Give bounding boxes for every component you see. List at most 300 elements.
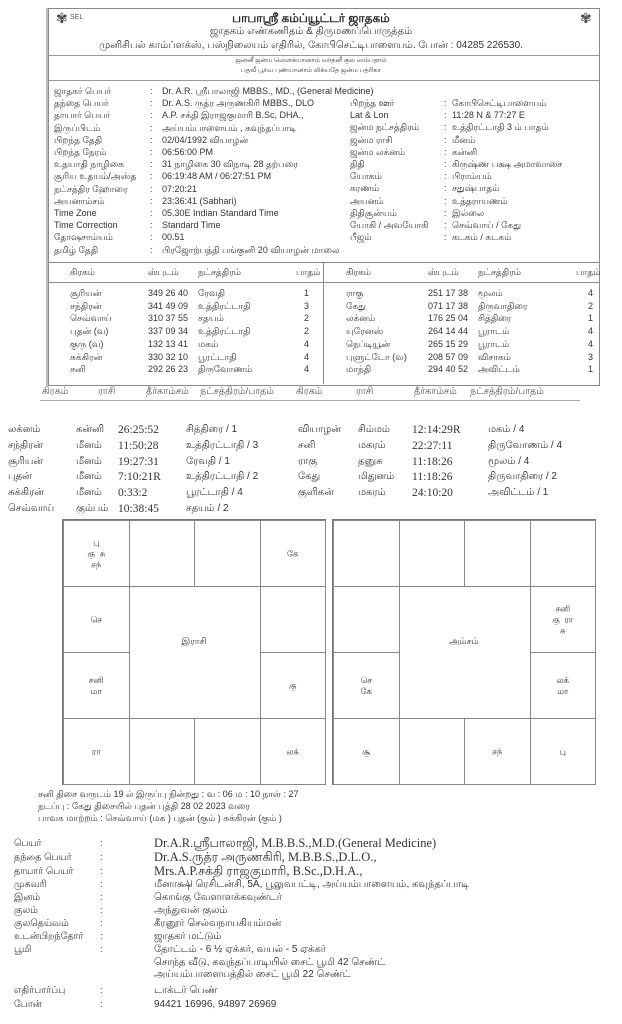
profile-colon: : — [100, 892, 103, 903]
detail-value: கோபிசெட்டிபாளையம் — [452, 98, 547, 108]
table-header-cell: ஸ்புடம் — [428, 267, 459, 277]
profile-colon: : — [100, 918, 103, 929]
longitude-cell: சித்திரை / 1 — [186, 424, 238, 435]
detail-colon: : — [150, 208, 153, 218]
table-cell: 330 32 10 — [148, 351, 189, 362]
table-cell: 265 15 29 — [428, 338, 469, 349]
longitude-cell: செவ்வாய் — [8, 503, 55, 514]
detail-colon: : — [150, 147, 153, 157]
profile-key: இனம் — [14, 892, 41, 903]
house-planets — [64, 675, 129, 697]
longitude-cell: 12:14:29R — [412, 424, 461, 436]
profile-colon: : — [100, 879, 103, 890]
house-planets — [261, 548, 326, 559]
house-planets — [334, 675, 399, 697]
table-cell: 132 13 41 — [148, 338, 189, 349]
longitude-cell: மீனம் — [76, 455, 102, 467]
detail-colon: : — [444, 207, 447, 218]
table-cell: புதன் (வ) — [70, 326, 109, 337]
detail-key: அயனாம்சம் — [54, 195, 105, 206]
detail-value: உத்தராயணம் — [452, 195, 508, 206]
detail-value: 02/04/1992 வியாழன் — [162, 134, 249, 145]
chart-house-mithunam — [530, 520, 597, 587]
profile-key: தாயார் பெயர் — [14, 866, 74, 877]
profile-value: ஜாதகர் மட்டும் — [154, 931, 222, 942]
detail-value: Dr. A.S. ருத்ர அருணகிரி MBBS., DLO — [162, 98, 315, 109]
detail-value: 06:19:48 AM / 06:27:51 PM — [162, 171, 272, 182]
table-cell: சித்திரை — [478, 313, 512, 324]
longitude-cell: பூரட்டாதி / 4 — [186, 487, 243, 499]
ganesha-emblem-icon: ✾ — [580, 10, 592, 26]
profile-value: தோட்டம் - 6 ½ ஏக்கர், வயல் - 5 ஏக்கர் — [154, 944, 326, 955]
detail-value: சதுஷ்பாதம் — [452, 183, 500, 194]
chart-house-meenam — [63, 520, 130, 587]
chart-house-mesham — [129, 520, 196, 587]
planet-abbrev: லக் — [286, 746, 299, 756]
planet-position-table — [48, 262, 599, 384]
detail-value: Standard Time — [162, 220, 221, 231]
profile-colon: : — [100, 944, 103, 955]
profile-value: Mrs.A.P.சக்தி ராஜகுமாரி, B.Sc.,D.H.A., — [154, 864, 363, 878]
detail-value: 05.30E Indian Standard Time — [162, 208, 279, 218]
chart-house-thulam — [194, 718, 261, 785]
table-cell: அவிட்டம் — [478, 364, 520, 375]
table-cell: விசாகம் — [478, 351, 511, 362]
detail-value: செவ்வாய் / கேது — [452, 220, 522, 230]
detail-value: கிருஷ்ண பக்ஷ அமாவாசை — [452, 159, 563, 169]
longitude-header-cell: நட்சத்திரம்/பாதம் — [470, 386, 544, 397]
table-cell: 264 14 44 — [428, 326, 469, 337]
table-cell: உத்திரட்டாதி — [198, 300, 251, 311]
planet-abbrev: செ — [360, 674, 372, 685]
current-dasa: நடப்பு : கேது திசையில் புதன் புத்தி 28 02 2023 வரை — [38, 801, 250, 811]
table-cell: திருவாதிரை — [478, 300, 528, 311]
chart-house-rishabam — [194, 520, 261, 587]
table-cell: 337 09 34 — [148, 326, 189, 337]
longitude-cell: 24:10:20 — [412, 487, 453, 500]
planet-abbrev: சந் — [91, 559, 102, 569]
detail-colon: : — [150, 195, 153, 206]
planet-abbrev: லக் — [556, 674, 569, 685]
table-cell: பூரட்டாதி — [198, 351, 237, 362]
house-planets — [531, 603, 596, 636]
detail-colon: : — [444, 98, 447, 108]
chart-house-mithunam — [260, 520, 327, 587]
house-planets — [64, 614, 129, 625]
detail-key: உதயாதி நாழிகை — [54, 159, 124, 170]
table-header-cell: ஸ்புடம் — [148, 267, 179, 277]
planet-abbrev: கே — [360, 685, 372, 696]
sel-label: SEL — [70, 14, 84, 21]
longitude-cell: 10:38:45 — [118, 503, 159, 515]
planet-abbrev: கு ரா — [552, 614, 574, 624]
chart-house-meenam — [333, 520, 400, 587]
table-header-cell: பாதம் — [296, 267, 321, 277]
detail-value: 07:20:21 — [162, 183, 198, 194]
planet-abbrev: சூ — [362, 746, 371, 756]
table-cell: 071 17 38 — [428, 300, 469, 311]
longitude-cell: கன்னி — [76, 424, 105, 435]
table-cell: 251 17 38 — [428, 288, 469, 298]
document-title: பாபாஸ்ரீ கம்ப்யூட்டர் ஜாதகம் — [232, 11, 390, 25]
longitude-cell: 7:10:21R — [118, 471, 161, 484]
table-cell: 4 — [304, 338, 310, 349]
planet-abbrev: சனி — [555, 603, 571, 613]
detail-key: இருப்பிடம் — [54, 122, 101, 133]
detail-colon: : — [150, 183, 153, 194]
detail-key: நட்சத்திர ஹோரை — [54, 183, 128, 194]
profile-colon: : — [100, 866, 103, 877]
profile-key: எதிர்பார்ப்பு — [14, 985, 66, 996]
table-header-cell: கிரகம் — [70, 267, 96, 277]
house-planets — [531, 746, 596, 757]
table-cell: 3 — [304, 300, 310, 311]
longitude-cell: வியாழன் — [298, 424, 341, 435]
table-cell: யுரேனஸ் — [346, 326, 384, 337]
detail-value: பிராம்யம் — [452, 171, 492, 182]
planet-abbrev: மா — [557, 685, 569, 696]
table-cell: 349 26 40 — [148, 288, 189, 298]
table-cell: 1 — [588, 313, 594, 324]
profile-value: 94421 16996, 94897 26969 — [154, 999, 277, 1010]
profile-value: கீரனூர் செல்வநாயகியம்மன் — [154, 918, 282, 929]
longitude-cell: உத்திரட்டாதி / 2 — [186, 471, 259, 483]
detail-key: பிறந்த ஊர் — [350, 98, 395, 108]
header-divider — [48, 55, 599, 56]
longitude-cell: திருவோணம் / 4 — [488, 439, 563, 451]
detail-value: கடகம் / கடகம் — [452, 232, 512, 243]
longitude-cell: கேது — [298, 471, 321, 483]
detail-colon: : — [444, 159, 447, 169]
table-cell: செவ்வாய் — [70, 313, 112, 324]
longitude-cell: கும்பம் — [76, 503, 109, 514]
profile-key: பூமி — [14, 944, 32, 955]
table-cell: 2 — [304, 313, 310, 324]
detail-colon: : — [150, 134, 153, 145]
bhava-change: பாவக மாற்றம் : செவ்வாய் (மக ) புதன் (கும் ) சுக்கிரன் (கும் ) — [38, 813, 282, 823]
profile-colon: : — [100, 985, 103, 996]
profile-value: டாக்டர் பெண் — [154, 985, 218, 996]
detail-key: பீஜம் — [350, 232, 372, 243]
longitude-cell: சிம்மம் — [358, 424, 390, 435]
longitude-header-cell: கிரகம் — [296, 386, 323, 397]
table-cell: லக்னம் — [346, 313, 376, 324]
table-cell: 4 — [588, 338, 594, 349]
chart-house-viruchigam — [129, 718, 196, 785]
profile-colon: : — [100, 999, 103, 1010]
profile-key: பெயர் — [14, 838, 42, 849]
longitude-cell: சந்திரன் — [8, 439, 44, 451]
detail-colon: : — [150, 110, 153, 121]
table-cell: 4 — [588, 288, 594, 298]
longitude-cell: மகரம் — [358, 439, 386, 451]
detail-key: கரணம் — [350, 183, 380, 194]
longitude-cell: மீனம் — [76, 487, 102, 499]
longitude-cell: 22:27:11 — [412, 439, 453, 452]
table-cell: பூராடம் — [478, 338, 510, 349]
profile-key: போன் — [14, 999, 42, 1010]
detail-key: Time Zone — [54, 208, 97, 218]
detail-key: தோஷசாம்யம் — [54, 232, 113, 243]
table-cell: கேது — [346, 300, 366, 311]
table-cell: நெப்டியூன் — [346, 338, 391, 349]
detail-value: கன்னி — [452, 146, 478, 157]
longitude-header-cell: தீர்காம்சம் — [414, 386, 457, 397]
profile-value: கொங்கு வேளாளக்கவுண்டர் — [154, 892, 282, 903]
chart-house-kanni — [530, 718, 597, 785]
longitude-cell: லக்னம் — [8, 424, 41, 435]
longitude-cell: சுக்கிரன் — [8, 487, 44, 499]
detail-colon: : — [444, 146, 447, 157]
profile-value: Dr.A.R.ஸ்ரீபாலாஜி, M.B.B.S.,M.D.(General Medicine) — [154, 836, 437, 850]
detail-colon: : — [150, 220, 153, 231]
longitude-cell: உத்திரட்டாதி / 3 — [186, 439, 259, 451]
detail-value: 00.51 — [162, 232, 185, 243]
house-planets — [64, 746, 129, 757]
profile-key: குலம் — [14, 905, 38, 916]
detail-value: A.P. சக்தி இராஜகுமாரி B.Sc, DHA., — [162, 110, 304, 121]
detail-key: யோகம் — [350, 171, 382, 182]
planet-abbrev: செ — [90, 614, 102, 624]
detail-colon: : — [444, 134, 447, 145]
longitude-cell: மூலம் / 4 — [488, 455, 530, 467]
detail-colon: : — [444, 171, 447, 182]
detail-colon: : — [444, 110, 447, 121]
verse-divider — [48, 80, 599, 81]
table-header-cell: பாதம் — [576, 267, 601, 277]
table-cell: சூரியன் — [70, 288, 102, 298]
detail-colon: : — [150, 171, 153, 182]
table-cell: 176 25 04 — [428, 313, 469, 324]
table-cell: திருவோணம் — [198, 364, 253, 375]
table-cell: ரேவதி — [198, 288, 226, 298]
longitude-cell: 19:27:31 — [118, 455, 159, 468]
planet-abbrev: கு சு — [87, 548, 106, 558]
longitude-cell: ராகு — [298, 455, 318, 467]
detail-value: உத்திரட்டாதி 3 ம் பாதம் — [452, 122, 549, 133]
table-cell: 2 — [304, 326, 310, 337]
longitude-cell: சனி — [298, 439, 316, 451]
detail-colon: : — [150, 86, 153, 96]
house-planets — [64, 537, 129, 570]
table-cell: ராகு — [346, 288, 364, 298]
planet-abbrev: சு — [559, 625, 566, 635]
detail-key: ஜன்ம ராசி — [350, 134, 393, 145]
detail-key: ஜன்ம நட்சத்திரம் — [350, 122, 420, 133]
profile-key: குலதெய்வம் — [14, 918, 69, 929]
profile-value: மீனாக்ஷி ரெசிடன்சி, 5A, பூலுவபட்டி, அய்யம்பாளையம், கவுந்தப்பாடி — [154, 879, 469, 890]
longitude-cell: சூரியன் — [8, 455, 44, 467]
chart-center-label: இராசி — [181, 636, 207, 646]
chart-house-kumbam — [333, 586, 400, 653]
detail-key: அயனம் — [350, 195, 384, 206]
table-cell: சனி — [70, 364, 86, 375]
chart-house-dhanusu — [333, 718, 400, 785]
chart-house-kanni — [260, 718, 327, 785]
detail-key: ஜாதகர் பெயர் — [54, 86, 112, 96]
detail-key: தாயார் பெயர் — [54, 110, 111, 121]
table-cell: சுக்கிரன் — [70, 351, 103, 362]
longitude-cell: குளிகன் — [298, 487, 334, 499]
profile-colon: : — [100, 838, 103, 849]
detail-colon: : — [444, 183, 447, 194]
table-cell: 292 26 23 — [148, 364, 189, 375]
detail-key: ஜன்ம லக்னம் — [350, 146, 406, 157]
chart-house-simmam — [260, 652, 327, 719]
longitude-cell: 0:33:2 — [118, 487, 148, 500]
chart-house-simmam — [530, 652, 597, 719]
detail-key: யோகி / அவயோகி — [350, 220, 429, 230]
chart-house-magaram — [63, 652, 130, 719]
detail-colon: : — [150, 232, 153, 243]
detail-key: Lat & Lon — [350, 110, 389, 121]
longitude-cell: 11:18:26 — [412, 455, 453, 468]
amsam-chart — [332, 519, 596, 785]
profile-colon: : — [100, 852, 103, 863]
detail-colon: : — [150, 122, 153, 133]
longitude-cell: 11:18:26 — [412, 471, 453, 484]
house-planets — [334, 746, 399, 757]
table-cell: 2 — [588, 300, 594, 311]
table-center-divider — [323, 262, 324, 384]
chart-house-viruchigam — [399, 718, 466, 785]
longitude-cell: மீனம் — [76, 471, 102, 483]
detail-value: அய்யம்பாளையம் , கவுந்தப்பாடி — [162, 122, 297, 133]
chart-house-kadagam — [260, 586, 327, 653]
longitude-header-cell: கிரகம் — [42, 386, 69, 397]
table-cell: 4 — [304, 364, 310, 375]
planet-abbrev: கே — [287, 548, 299, 558]
table-header-cell: நட்சத்திரம் — [198, 267, 242, 277]
longitude-cell: தனுசு — [358, 455, 383, 467]
profile-value: Dr.A.S.ருத்ர அருணகிரி, M.B.B.S.,D.L.O., — [154, 850, 377, 864]
longitude-cell: புதன் — [8, 471, 32, 483]
longitude-header-underline — [40, 400, 580, 401]
planet-abbrev: சனி — [88, 674, 104, 685]
longitude-cell: திருவாதிரை / 2 — [488, 471, 557, 483]
detail-colon: : — [444, 195, 447, 206]
document-subtitle: ஜாதகம் எண்கணிதம் & திருமணப்பொருத்தம் — [209, 26, 413, 37]
detail-value: மீனம் — [452, 134, 476, 145]
dasa-balance: சனி திசை வருடம் 19 ல் இருப்பு நின்றது : வ : 06 ம : 10 நாள் : 27 — [38, 789, 299, 799]
table-header-cell: நட்சத்திரம் — [478, 267, 522, 277]
house-planets — [261, 680, 326, 691]
verse-line-1: ஜனனீ ஜன்ம ஸௌக்யானாம் வர்தனீ குல ஸம்பதாம் — [235, 57, 387, 64]
planet-abbrev: சந் — [492, 746, 503, 756]
longitude-cell: 26:25:52 — [118, 424, 159, 436]
table-cell: மூலம் — [478, 288, 503, 298]
rasi-chart — [62, 519, 326, 785]
chart-house-kumbam — [63, 586, 130, 653]
table-cell: 208 57 09 — [428, 351, 469, 362]
longitude-cell: மகரம் — [358, 487, 386, 499]
profile-colon: : — [100, 931, 103, 942]
chart-house-magaram — [333, 652, 400, 719]
detail-colon: : — [444, 220, 447, 230]
table-cell: சந்திரன் — [70, 300, 102, 311]
chart-center-label: அம்சம் — [449, 636, 479, 646]
detail-colon: : — [150, 159, 153, 170]
detail-key: தமிழ் தேதி — [54, 244, 99, 255]
longitude-cell: மகம் / 4 — [488, 424, 525, 435]
longitude-cell: சதயம் / 2 — [186, 503, 229, 514]
planet-abbrev: பு — [559, 746, 566, 756]
table-cell: 1 — [588, 364, 594, 375]
table-cell: மகம் — [198, 338, 219, 349]
planet-abbrev: கு — [288, 680, 297, 690]
planet-abbrev: பு — [93, 537, 100, 547]
detail-value: இல்லை — [452, 207, 485, 218]
detail-key: பிறந்த நேரம் — [54, 147, 107, 157]
detail-value: 31 நாழிகை 30 விநாடி 28 தற்பரை — [162, 159, 298, 170]
longitude-cell: 11:50:28 — [118, 439, 159, 452]
house-planets — [531, 675, 596, 697]
profile-key: உடன்பிறந்தோர் — [14, 931, 84, 942]
longitude-cell: ரேவதி / 1 — [186, 455, 230, 467]
detail-colon: : — [150, 244, 153, 255]
chart-house-thulam — [464, 718, 531, 785]
detail-value: Dr. A.R. ஸ்ரீபாலாஜி MBBS., MD., (General Medicine) — [162, 86, 374, 96]
longitude-header-cell: நட்சத்திரம்/பாதம் — [200, 386, 274, 397]
detail-value: பிரஜோற்பத்தி பங்குனி 20 வியாழன் மாலை — [162, 244, 340, 255]
longitude-cell: அவிட்டம் / 1 — [488, 487, 549, 499]
detail-value: 11:28 N & 77:27 E — [452, 110, 525, 121]
detail-key: சூரிய உதயம்/அஸ்த — [54, 171, 137, 182]
detail-value: 23:36:41 (Sabhari) — [162, 195, 237, 206]
table-cell: 310 37 55 — [148, 313, 189, 324]
table-cell: உத்திரட்டாதி — [198, 326, 251, 337]
longitude-cell: மீனம் — [76, 439, 102, 451]
chart-house-rishabam — [464, 520, 531, 587]
profile-value: அய்யம்பாளையத்தில் சைட் பூமி 22 செண்ட் — [154, 969, 351, 980]
table-cell: 294 40 52 — [428, 364, 469, 375]
detail-key: பிறந்த தேதி — [54, 134, 103, 145]
table-cell: மாந்தி — [346, 364, 372, 375]
table-cell: 4 — [304, 351, 310, 362]
profile-key: தந்தை பெயர் — [14, 852, 72, 863]
planet-abbrev: ரா — [91, 746, 101, 756]
profile-value: அந்துவன் குலம் — [154, 905, 228, 916]
chart-house-kadagam — [530, 586, 597, 653]
chart-house-mesham — [399, 520, 466, 587]
longitude-header-cell: ராசி — [356, 386, 374, 397]
planet-abbrev: மா — [90, 685, 102, 696]
table-cell: சதயம் — [198, 313, 224, 324]
detail-value: 06:56:00 PM — [162, 147, 214, 157]
ganesha-emblem-icon: ✾ — [56, 10, 68, 26]
verse-line-2: பதவீ பூர்வ புண்யானாம் லிக்யதே ஜன்ம பத்ரிகா — [241, 67, 381, 74]
detail-key: Time Correction — [54, 220, 118, 231]
table-cell: பூராடம் — [478, 326, 510, 337]
table-cell: 1 — [304, 288, 310, 298]
profile-colon: : — [100, 905, 103, 916]
detail-key: திதிசூன்யம் — [350, 207, 398, 218]
table-header-cell: கிரகம் — [346, 267, 372, 277]
table-cell: 3 — [588, 351, 594, 362]
detail-key: தந்தை பெயர் — [54, 98, 109, 109]
detail-key: திதி — [350, 159, 365, 169]
profile-key: முகவரி — [14, 879, 47, 890]
chart-house-dhanusu — [63, 718, 130, 785]
table-cell: 4 — [588, 326, 594, 337]
longitude-header-cell: தீர்காம்சம் — [146, 386, 189, 397]
longitude-cell: மிதுனம் — [358, 471, 395, 483]
table-cell: 341 49 09 — [148, 300, 189, 311]
house-planets — [261, 746, 326, 757]
table-cell: புளுட்டோ (வ) — [346, 351, 407, 362]
detail-colon: : — [444, 232, 447, 243]
detail-colon: : — [444, 122, 447, 133]
